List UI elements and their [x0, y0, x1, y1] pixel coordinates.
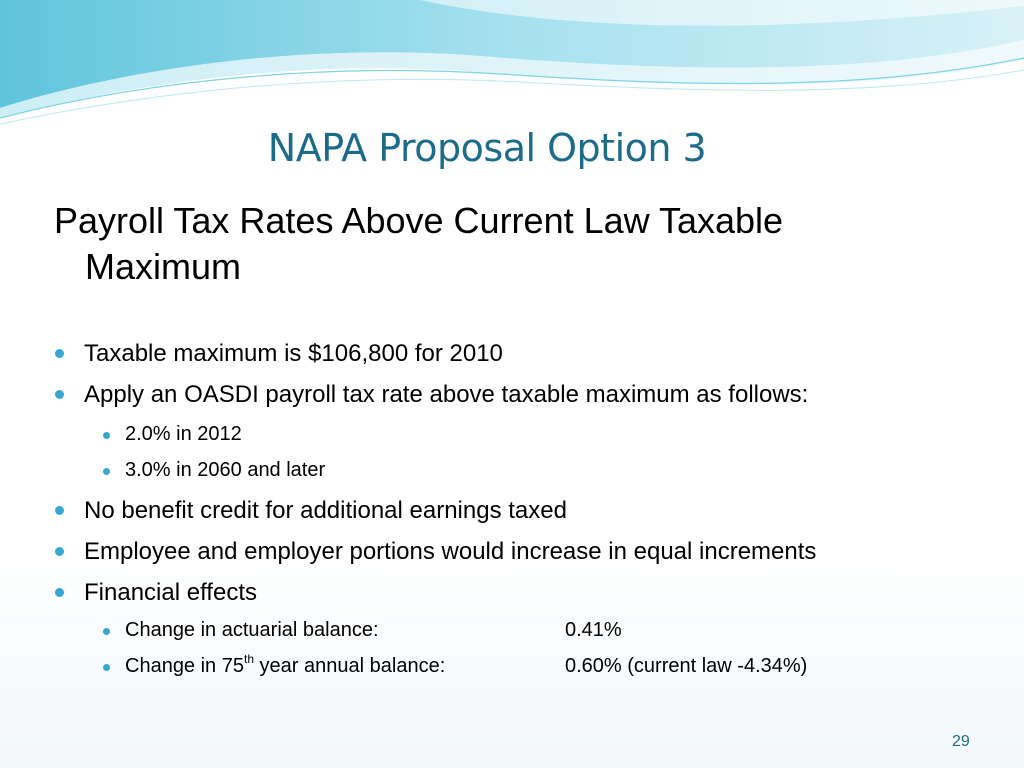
sub-bullet-icon: [103, 432, 110, 439]
bullet-icon: [55, 506, 64, 515]
sub-bullet-icon: [103, 468, 110, 475]
page-number: 29: [952, 733, 970, 750]
sub-bullet-actuarial-label: Change in actuarial balance:: [125, 619, 379, 641]
sub-bullet-rate-2012: 2.0% in 2012: [125, 423, 242, 445]
bullet-icon: [55, 390, 64, 399]
bullet-icon: [55, 349, 64, 358]
bullet-taxable-maximum: Taxable maximum is $106,800 for 2010: [84, 340, 503, 367]
sub-bullet-annual-label: Change in 75th year annual balance:: [125, 652, 446, 677]
subtitle-line-1: Payroll Tax Rates Above Current Law Taxable: [54, 200, 784, 241]
bullet-icon: [55, 547, 64, 556]
subtitle-line-2: Maximum: [85, 246, 242, 287]
decorative-wave-header: [0, 0, 1024, 130]
bullet-employee-employer: Employee and employer portions would increase in equal increments: [84, 538, 817, 565]
bullet-icon: [55, 588, 64, 597]
actuarial-balance-value: 0.41%: [565, 619, 622, 641]
sub-bullet-icon: [103, 628, 110, 635]
bullet-financial-effects: Financial effects: [84, 579, 257, 606]
sub-bullet-rate-2060: 3.0% in 2060 and later: [125, 459, 326, 481]
sub-bullet-icon: [103, 664, 110, 671]
bullet-apply-rate: Apply an OASDI payroll tax rate above taxable maximum as follows:: [84, 381, 809, 408]
annual-balance-value: 0.60% (current law -4.34%): [565, 655, 808, 677]
slide-subtitle: [54, 198, 934, 290]
slide-title: NAPA Proposal Option 3: [267, 126, 707, 170]
bullet-no-credit: No benefit credit for additional earnings taxed: [84, 497, 567, 524]
